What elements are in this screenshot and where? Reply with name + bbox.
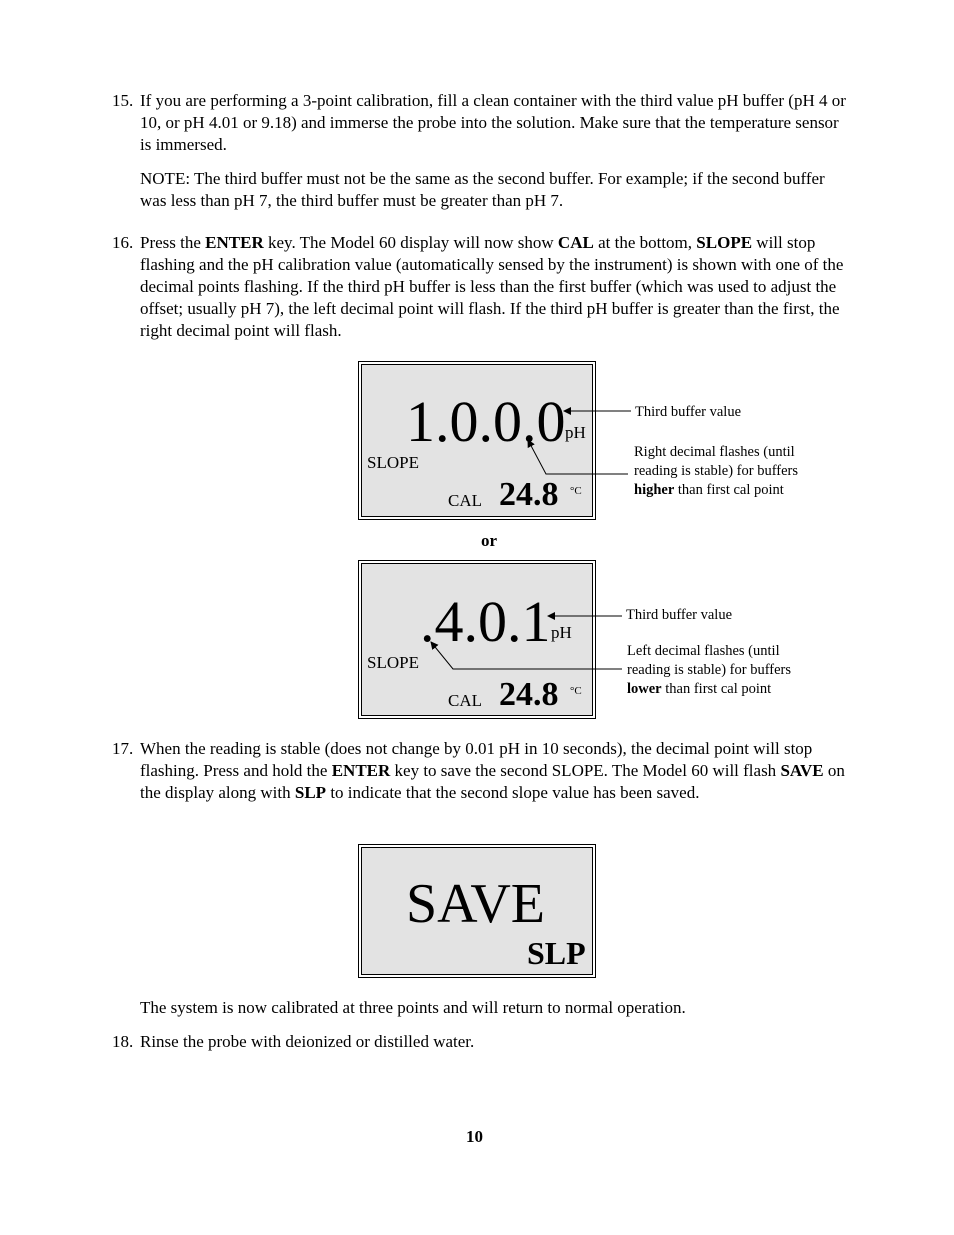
- text-run: to indicate that the second slope value has been saved.: [326, 783, 700, 802]
- note-paragraph: NOTE: The third buffer must not be the same as the second buffer. For example; if the second buffer was less than pH 7, the third buffer must be greater than pH 7.: [140, 169, 825, 210]
- text-run: Press the: [140, 233, 206, 252]
- annotation-line: Left decimal flashes (until: [627, 643, 780, 659]
- arrow-left-decimal: [431, 642, 622, 669]
- bold-run: ENTER: [205, 233, 264, 252]
- step-18: [112, 1031, 852, 1053]
- lcd-temperature: 24.8: [499, 476, 559, 513]
- lcd-mode-label: SLOPE: [367, 453, 419, 472]
- lcd-reading: .4.0.1: [420, 589, 551, 654]
- lcd-cal-label: CAL: [448, 491, 482, 510]
- lcd-save-text: SAVE: [406, 873, 546, 935]
- text-run: on the display along with: [140, 761, 845, 802]
- text-run: key to save the second SLOPE. The Model 60 will flash: [390, 761, 781, 780]
- text-run: When the reading is stable (does not change by 0.01 pH in 10 seconds), the decimal point will stop flashing. Press and hold the: [140, 739, 813, 780]
- step-number: 16.: [112, 233, 134, 252]
- lcd-ph-unit: pH: [551, 623, 572, 642]
- after-save-paragraph: The system is now calibrated at three points and will return to normal operation.: [140, 998, 686, 1017]
- lcd-ph-unit: pH: [565, 423, 586, 442]
- annotation-third-buffer: Third buffer value: [626, 607, 733, 623]
- text-run: key. The Model 60 display will now show: [263, 233, 558, 252]
- annotation-third-buffer: Third buffer value: [635, 404, 742, 420]
- bold-run: SAVE: [780, 761, 824, 780]
- step-number: 15.: [112, 91, 134, 110]
- bold-run: SLOPE: [696, 233, 753, 252]
- or-label: or: [481, 531, 498, 550]
- annotation-line: than first cal point: [674, 482, 784, 498]
- lcd-mode-label: SLOPE: [367, 653, 419, 672]
- text-run: will stop flashing and the pH calibration value (automatically sensed by the instrument) is shown with one of the decimal points flashing. If the third pH buffer is less than the first buffer (which was used to adjust the offset; usually pH 7), the left decimal point will flash. If the third pH buffer is greater than the first, the right decimal point will flash.: [140, 233, 844, 340]
- step-text: If you are performing a 3-point calibration, fill a clean container with the third value pH buffer (pH 4 or 10, or pH 4.01 or 9.18) and immerse the probe into the solution. Make sure that the temperature sensor is immersed.: [140, 91, 846, 154]
- annotation-bold: higher: [634, 482, 675, 498]
- bold-run: ENTER: [331, 761, 391, 780]
- annotation-line: reading is stable) for buffers: [634, 463, 799, 479]
- lcd-reading: 1.0.0.0: [406, 389, 566, 454]
- bold-run: SLP: [294, 783, 327, 802]
- lcd-display-save: [358, 844, 596, 978]
- annotation-line: Right decimal flashes (until: [634, 444, 795, 460]
- text-run: at the bottom,: [593, 233, 697, 252]
- lcd-temperature: 24.8: [499, 676, 559, 713]
- arrow-right-decimal: [528, 440, 628, 474]
- step-number: 18.: [112, 1032, 134, 1051]
- annotation-line: than first cal point: [661, 681, 772, 697]
- step-text: [140, 738, 852, 804]
- lcd-slp-text: SLP: [527, 935, 586, 971]
- lcd-cal-label: CAL: [448, 691, 482, 710]
- step-number: 17.: [112, 739, 134, 758]
- lcd-temp-unit: °C: [570, 685, 582, 697]
- annotation-line: reading is stable) for buffers: [627, 662, 792, 678]
- bold-run: CAL: [557, 233, 594, 252]
- lcd-temp-unit: °C: [570, 485, 582, 497]
- annotation-bold: lower: [627, 681, 662, 697]
- step-text: Rinse the probe with deionized or distilled water.: [140, 1032, 475, 1051]
- step-17: [112, 738, 852, 804]
- page-number: 10: [466, 1127, 483, 1146]
